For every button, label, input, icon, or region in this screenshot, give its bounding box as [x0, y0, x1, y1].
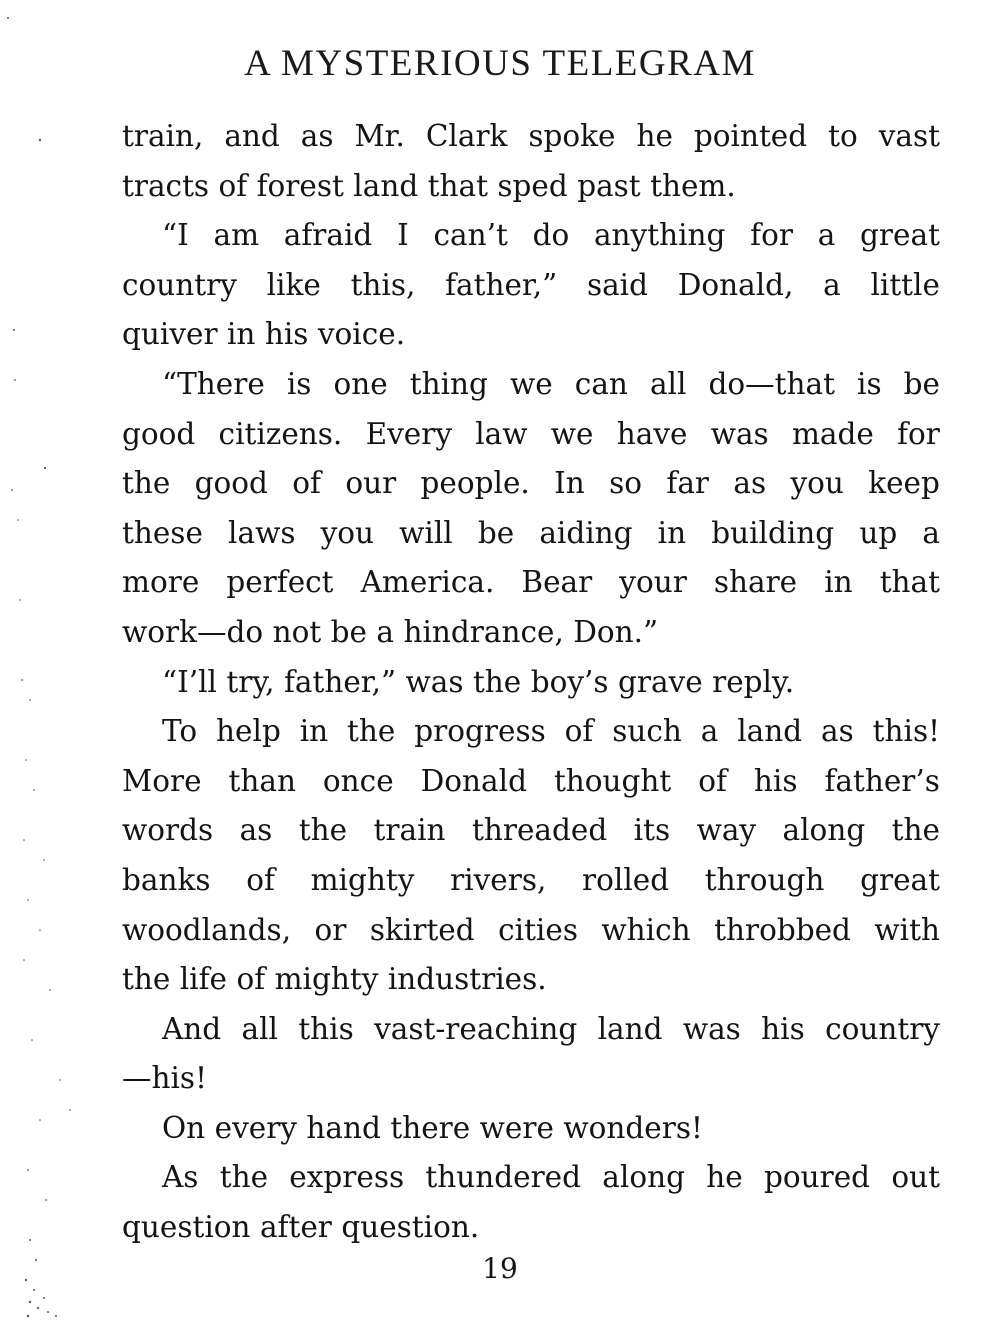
- text-line: good citizens. Every law we have was made for: [122, 416, 940, 451]
- text-line: “I am afraid I can’t do anything for a great: [162, 218, 940, 253]
- running-head: A MYSTERIOUS TELEGRAM: [244, 43, 756, 84]
- text-line: train, and as Mr. Clark spoke he pointed to vast: [122, 119, 940, 153]
- text-line: “I’ll try, father,” was the boy’s grave reply.: [162, 664, 795, 699]
- text-line: woodlands, or skirted cities which throbbed with: [122, 912, 940, 947]
- text-line: banks of mighty rivers, rolled through great: [122, 862, 940, 897]
- text-line: these laws you will be aiding in building up a: [122, 515, 940, 550]
- text-line: —his!: [122, 1061, 207, 1096]
- text-line: work—do not be a hindrance, Don.”: [122, 614, 659, 649]
- text-line: To help in the progress of such a land as this!: [162, 714, 940, 749]
- text-line: tracts of forest land that sped past them.: [122, 168, 736, 203]
- gutter-scan-specks: [0, 0, 90, 1323]
- text-line: “There is one thing we can all do—that is be: [162, 366, 940, 401]
- text-line: quiver in his voice.: [122, 317, 406, 352]
- text-line: On every hand there were wonders!: [162, 1110, 703, 1145]
- text-line: question after question.: [122, 1210, 480, 1245]
- text-line: country like this, father,” said Donald, a little: [122, 267, 940, 302]
- text-line: words as the train threaded its way along the: [122, 813, 940, 848]
- text-line: the life of mighty industries.: [122, 962, 547, 997]
- body-text: [122, 112, 940, 1253]
- text-line: More than once Donald thought of his father’s: [122, 763, 940, 798]
- text-line: And all this vast-reaching land was his country: [162, 1011, 940, 1046]
- text-line: more perfect America. Bear your share in that: [122, 565, 940, 600]
- text-line: As the express thundered along he poured out: [162, 1160, 940, 1195]
- page-number: 19: [482, 1252, 518, 1285]
- text-line: the good of our people. In so far as you keep: [122, 466, 940, 501]
